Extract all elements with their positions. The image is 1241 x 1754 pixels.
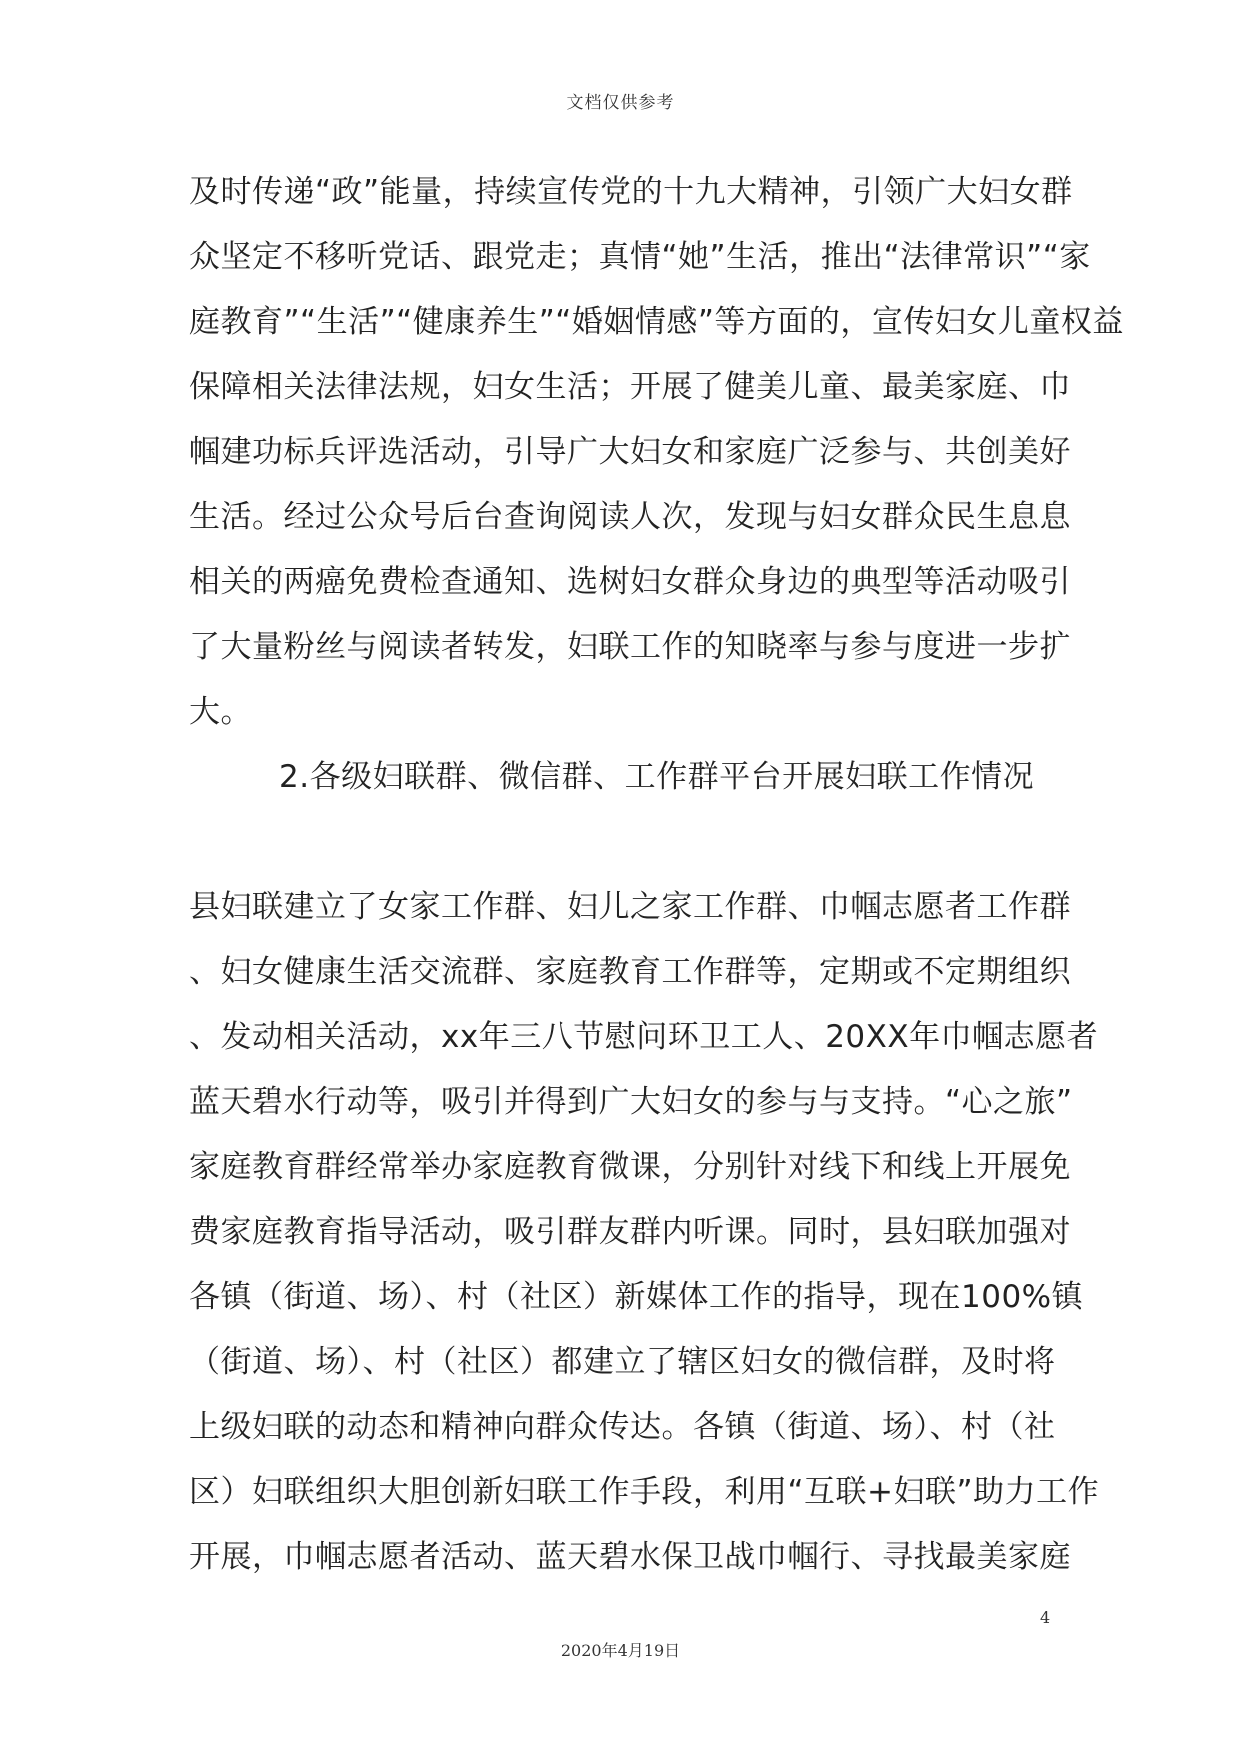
text-line: 费家庭教育指导活动，吸引群友群内听课。同时，县妇联加强对 [189,1214,1071,1250]
text-line: 区）妇联组织大胆创新妇联工作手段，利用“互联+妇联”助力工作 [189,1474,1100,1510]
text-line: 开展，巾帼志愿者活动、蓝天碧水保卫战巾帼行、寻找最美家庭 [189,1539,1071,1575]
text-line: 蓝天碧水行动等，吸引并得到广大妇女的参与与支持。“心之旅” [189,1084,1073,1120]
footer-date: 2020年4月19日 [560,1641,681,1660]
text-line: 生活。经过公众号后台查询阅读人次，发现与妇女群众民生息息 [189,499,1071,535]
document-header: 文档仅供参考 [566,93,675,113]
text-line: 帼建功标兵评选活动，引导广大妇女和家庭广泛参与、共创美好 [189,434,1071,470]
text-line: 及时传递“政”能量，持续宣传党的十九大精神，引领广大妇女群 [189,174,1073,210]
text-line: 县妇联建立了女家工作群、妇儿之家工作群、巾帼志愿者工作群 [189,889,1071,925]
text-line: 上级妇联的动态和精神向群众传达。各镇（街道、场）、村（社 [189,1409,1056,1445]
document-body [189,160,1124,1590]
paragraph-1 [189,160,1124,745]
section-heading: 2.各级妇联群、微信群、工作群平台开展妇联工作情况 [279,759,1035,795]
text-line: 家庭教育群经常举办家庭教育微课，分别针对线下和线上开展免 [189,1149,1071,1185]
text-line: （街道、场）、村（社区）都建立了辖区妇女的微信群，及时将 [189,1344,1056,1380]
text-line: 众坚定不移听党话、跟党走；真情“她”生活，推出“法律常识”“家 [189,239,1091,275]
text-line: 、发动相关活动，xx年三八节慰问环卫工人、20XX年巾帼志愿者 [189,1019,1099,1055]
text-line: 了大量粉丝与阅读者转发，妇联工作的知晓率与参与度进一步扩 [189,629,1071,665]
text-line: 、妇女健康生活交流群、家庭教育工作群等，定期或不定期组织 [189,954,1071,990]
text-line: 保障相关法律法规，妇女生活；开展了健美儿童、最美家庭、巾 [189,369,1071,405]
text-line: 各镇（街道、场）、村（社区）新媒体工作的指导，现在100%镇 [189,1279,1084,1315]
text-line: 相关的两癌免费检查通知、选树妇女群众身边的典型等活动吸引 [189,564,1071,600]
text-line: 大。 [189,694,252,730]
text-line: 庭教育”“生活”“健康养生”“婚姻情感”等方面的，宣传妇女儿童权益 [189,304,1124,340]
page-number: 4 [1040,1608,1051,1627]
paragraph-2 [189,875,1100,1590]
